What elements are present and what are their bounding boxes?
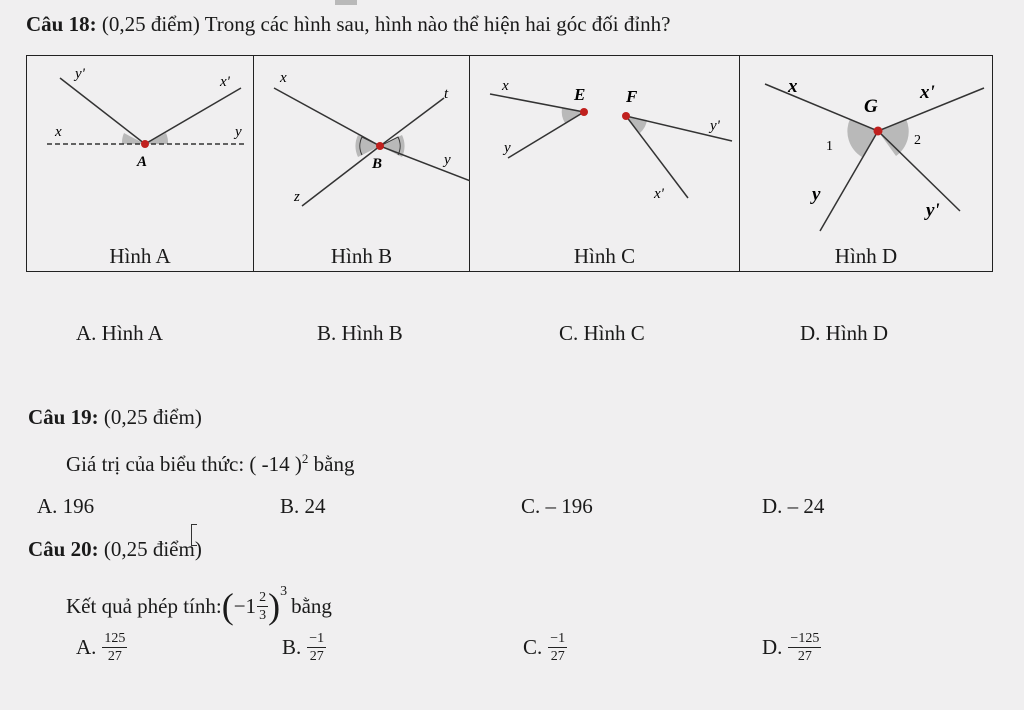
left-paren-icon: (: [221, 586, 234, 626]
fig-c-label-x: x: [502, 78, 509, 94]
q18-option-c[interactable]: C. Hình C: [559, 321, 645, 345]
fig-b-label-y: y: [444, 152, 451, 168]
q20-option-c-fraction: [548, 630, 567, 665]
q20-expr-exponent: 3: [280, 584, 288, 599]
fig-c-label-yp: y': [710, 118, 720, 134]
figure-c: [470, 56, 740, 271]
q20-expr-num: 2: [259, 589, 267, 605]
q20-prompt-pre: Kết quả phép tính:: [66, 593, 222, 618]
right-paren-icon: ): [268, 586, 281, 626]
figure-a: [27, 56, 254, 271]
q19-exponent: 2: [301, 451, 309, 466]
q19-option-a[interactable]: A. 196: [37, 494, 95, 518]
figure-c-drawing: [470, 56, 740, 271]
q19-option-d[interactable]: D. – 24: [762, 494, 825, 518]
q20-prompt: [66, 584, 332, 628]
q20-option-b-den: 27: [309, 649, 324, 664]
fig-d-label-x: x: [788, 76, 798, 97]
figure-table: [26, 55, 993, 272]
q19-points: (0,25 điểm): [103, 405, 202, 429]
q19-label: Câu 19:: [28, 405, 99, 429]
fig-c-vertex-e: E: [574, 85, 586, 104]
q18-prompt: Trong các hình sau, hình nào thể hiện hai góc đối đỉnh?: [204, 12, 671, 36]
figure-d: [740, 56, 992, 271]
q18-option-d[interactable]: D. Hình D: [800, 321, 889, 345]
q20-expr-fraction: [257, 589, 268, 624]
figure-d-drawing: [740, 56, 992, 271]
figure-b-caption: Hình B: [330, 244, 393, 268]
q20-option-d-den: 27: [797, 649, 812, 664]
q20-option-d-num: −125: [790, 631, 820, 646]
q20-heading: [28, 537, 202, 562]
figure-d-caption: Hình D: [834, 244, 898, 268]
text-cursor-icon: [191, 524, 197, 546]
q18-option-b[interactable]: B. Hình B: [317, 321, 403, 345]
q20-label: Câu 20:: [28, 537, 99, 561]
q19-prompt-post: bằng: [308, 452, 355, 476]
q20-option-d[interactable]: [762, 630, 821, 665]
fig-a-label-xp: x': [220, 74, 230, 90]
fig-b-label-z: z: [294, 189, 300, 205]
fig-d-label-yp: y': [926, 200, 940, 221]
fig-c-vertex-f: F: [626, 87, 638, 106]
figure-b-drawing: [254, 56, 470, 271]
fig-b-vertex: B: [372, 156, 383, 172]
q20-option-b-fraction: [307, 630, 326, 665]
fig-a-label-yp: y': [75, 66, 85, 82]
q20-expr-minus: −1: [233, 593, 257, 618]
q19-prompt: [66, 451, 354, 477]
fig-a-label-x: x: [55, 124, 62, 140]
fig-c-label-y: y: [504, 140, 511, 156]
fig-d-label-xp: x': [920, 82, 935, 103]
q18-points: (0,25 điểm): [101, 12, 200, 36]
q20-option-a-fraction: [102, 630, 127, 665]
fig-d-angle-1: 1: [826, 139, 833, 154]
q20-option-a-num: 125: [104, 631, 126, 646]
fig-c-label-xp: x': [654, 186, 664, 202]
figure-b: [254, 56, 470, 271]
q20-option-a[interactable]: [76, 630, 127, 665]
q19-heading: [28, 405, 202, 430]
q18-label: Câu 18:: [26, 12, 97, 36]
fig-d-vertex: G: [864, 96, 878, 117]
q20-option-c[interactable]: [523, 630, 567, 665]
figure-a-drawing: [27, 56, 254, 271]
q19-prompt-pre: Giá trị của biểu thức: ( -14 ): [66, 452, 302, 476]
fig-d-label-y: y: [812, 184, 821, 205]
fig-a-label-y: y: [235, 124, 242, 140]
q20-option-a-letter: A.: [76, 635, 97, 659]
q20-option-c-num: −1: [550, 631, 566, 646]
q20-option-c-den: 27: [550, 649, 565, 664]
figure-a-caption: Hình A: [109, 244, 171, 268]
fig-b-label-t: t: [444, 86, 449, 102]
top-scroll-mark: [335, 0, 357, 5]
q20-option-c-letter: C.: [523, 635, 543, 659]
q19-option-b[interactable]: B. 24: [280, 494, 326, 518]
q19-option-c[interactable]: C. – 196: [521, 494, 593, 518]
q20-option-b-num: −1: [309, 631, 325, 646]
q20-option-b-letter: B.: [282, 635, 302, 659]
q20-option-a-den: 27: [107, 649, 122, 664]
q20-option-d-fraction: [788, 630, 821, 665]
fig-b-label-x: x: [280, 70, 287, 86]
q20-prompt-post: bằng: [291, 593, 332, 618]
fig-d-angle-2: 2: [914, 133, 921, 148]
q18-option-a[interactable]: A. Hình A: [76, 321, 163, 345]
fig-a-vertex: A: [137, 154, 148, 170]
q18-heading: [26, 12, 671, 37]
q20-option-b[interactable]: [282, 630, 326, 665]
q20-option-d-letter: D.: [762, 635, 783, 659]
q20-points: (0,25 điểm): [103, 537, 202, 561]
q20-expr-den: 3: [259, 607, 267, 623]
figure-c-caption: Hình C: [573, 244, 636, 268]
